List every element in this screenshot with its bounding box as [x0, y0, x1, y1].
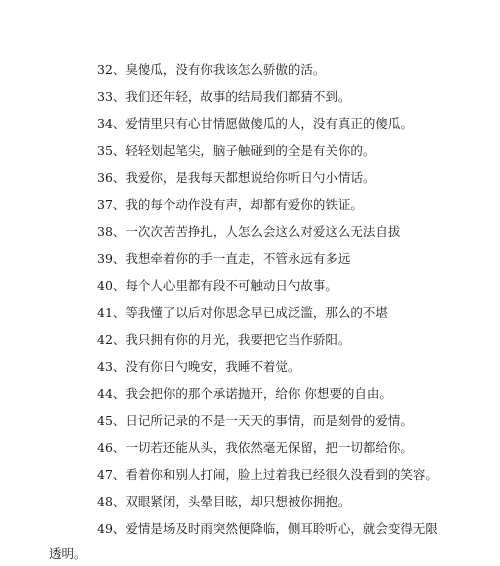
item-number: 38、 — [97, 224, 126, 239]
list-item — [97, 116, 413, 132]
item-number: 45、 — [97, 413, 126, 428]
item-number: 39、 — [97, 251, 126, 266]
item-text: 我只拥有你的月光，我要把它当作骄阳。 — [125, 332, 351, 347]
item-text: 我会把你的那个承诺抛开，给你 你想要的自由。 — [125, 386, 392, 401]
list-item — [97, 467, 438, 483]
item-number: 48、 — [97, 494, 126, 509]
list-item — [97, 197, 363, 213]
item-number: 34、 — [97, 116, 126, 131]
item-number: 36、 — [97, 170, 126, 185]
list-item — [97, 89, 350, 105]
list-item — [97, 62, 325, 78]
item-number: 42、 — [97, 332, 126, 347]
item-text: 我爱你，是我每天都想说给你听日勺小情话。 — [125, 170, 376, 185]
item-text: 臭傻瓜，没有你我该怎么骄傲的活。 — [125, 62, 326, 77]
list-item — [97, 224, 400, 240]
item-text: 一切若还能从头，我依然毫无保留，把一切都给你。 — [125, 440, 413, 455]
item-number: 47、 — [97, 467, 126, 482]
list-item — [97, 332, 350, 348]
item-text: 爱情里只有心甘情愿做傻瓜的人，没有真正的傻瓜。 — [125, 116, 413, 131]
item-number: 32、 — [97, 62, 126, 77]
item-number: 33、 — [97, 89, 126, 104]
item-number: 43、 — [97, 359, 126, 374]
item-number: 49、 — [97, 521, 126, 536]
item-number: 35、 — [97, 143, 126, 158]
list-item — [97, 413, 413, 429]
list-item — [97, 521, 438, 537]
list-item — [97, 278, 338, 294]
continuation-text: 透明。 — [49, 546, 87, 561]
item-text: 双眼紧闭，头晕目眩，却只想被你拥抱。 — [125, 494, 351, 509]
list-item — [97, 170, 375, 186]
item-number: 37、 — [97, 197, 126, 212]
item-text: 我们还年轻，故事的结局我们都猜不到。 — [125, 89, 351, 104]
item-text: 等我懂了以后对你思念早已成泛滥，那么的不堪 — [125, 305, 388, 320]
item-text: 爱情是场及时雨突然便降临，侧耳聆听心，就会变得无限 — [125, 521, 438, 536]
list-item — [97, 305, 388, 321]
list-item — [97, 251, 350, 267]
item-text: 我想牵着你的手一直走，不管永远有多远 — [125, 251, 351, 266]
item-text: 日记所记录的不是一天天的事情，而是刻骨的爱情。 — [125, 413, 413, 428]
item-text: 每个人心里都有段不可触动日勺故事。 — [125, 278, 338, 293]
item-number: 41、 — [97, 305, 126, 320]
item-text: 一次次苦苦挣扎，人怎么会这么对爱这么无法自拔 — [125, 224, 401, 239]
item-text: 没有你日勺晚安，我睡不着觉。 — [125, 359, 301, 374]
item-text: 我的每个动作没有声，却都有爱你的铁证。 — [125, 197, 363, 212]
list-item — [97, 494, 350, 510]
list-item — [97, 143, 375, 159]
item-text: 轻轻划起笔尖，脑子触碰到的全是有关你的。 — [125, 143, 376, 158]
item-number: 44、 — [97, 386, 126, 401]
list-item — [97, 440, 413, 456]
list-item — [97, 386, 392, 402]
item-number: 40、 — [97, 278, 126, 293]
list-item — [97, 359, 300, 375]
item-text: 看着你和别人打闹，脸上过着我已经很久没看到的笑容。 — [125, 467, 438, 482]
item-number: 46、 — [97, 440, 126, 455]
